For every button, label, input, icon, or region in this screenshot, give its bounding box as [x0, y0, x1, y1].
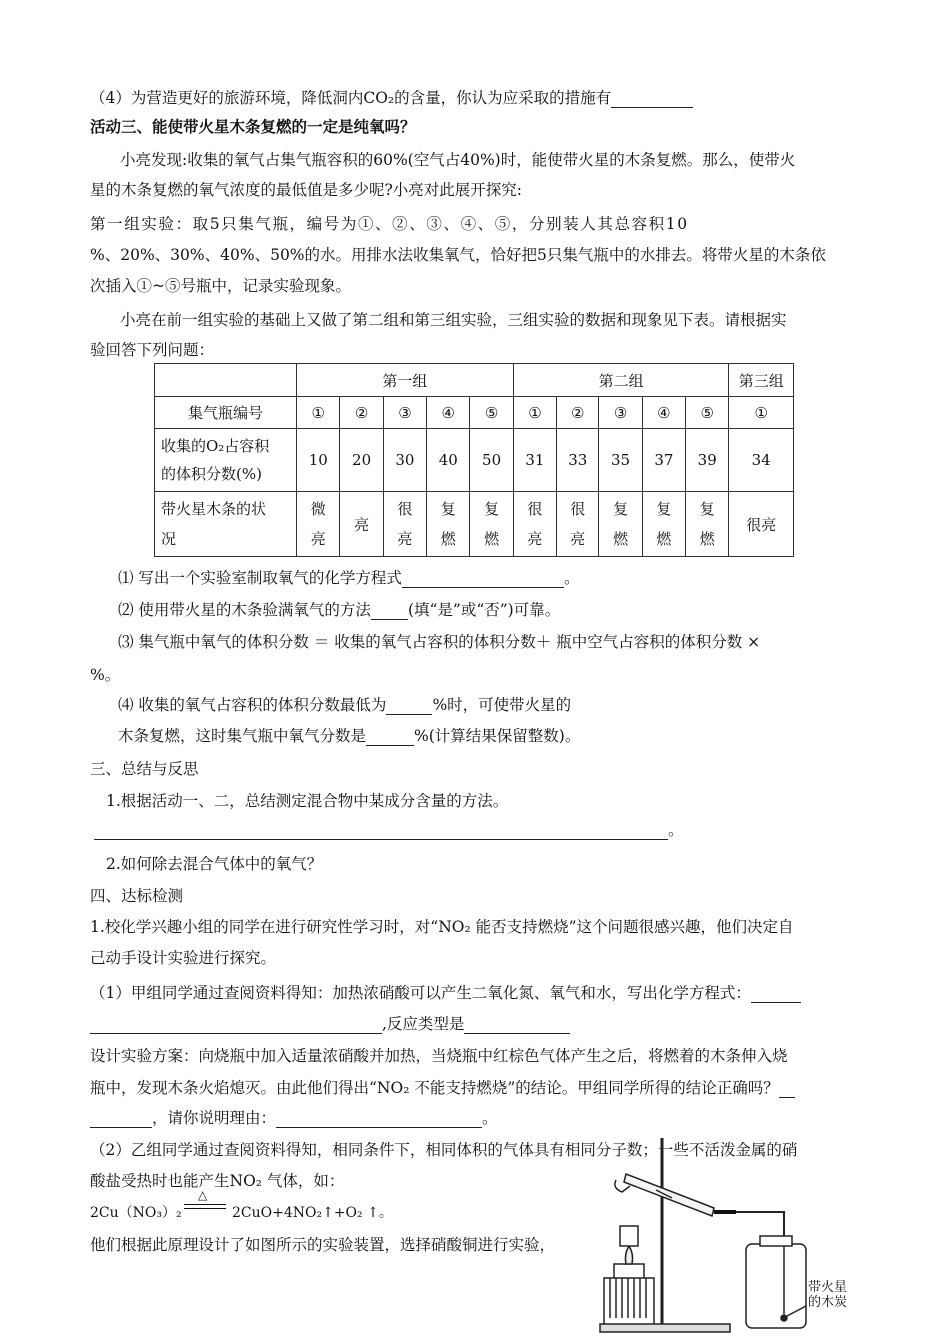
table-cell: ①: [513, 397, 556, 429]
table-cell: 30: [383, 429, 426, 492]
table-cell: 复 燃: [427, 492, 470, 557]
section3-item2: 2.如何除去混合气体中的氧气？: [106, 855, 323, 873]
table-cell: 35: [599, 429, 642, 492]
answer-blank[interactable]: [90, 1111, 152, 1128]
figure-label-line: 带火星: [808, 1280, 848, 1295]
section3-title: 三、总结与反思: [90, 760, 199, 778]
table-cell: 复 燃: [642, 492, 685, 557]
table-cell: ⑤: [686, 397, 729, 429]
equation-line: [184, 1208, 226, 1209]
table-cell: 50: [470, 429, 513, 492]
answer-blank[interactable]: [90, 1017, 382, 1034]
table-cell: 复 燃: [599, 492, 642, 557]
activity3-title: 活动三、能使带火星木条复燃的一定是纯氧吗？: [90, 118, 416, 136]
question-1: ⑴ 写出一个实验室制取氧气的化学方程式 。: [118, 569, 580, 587]
table-cell: 复 燃: [470, 492, 513, 557]
design-line3: ，请你说明理由： 。: [90, 1108, 498, 1128]
intro-p2-line2: %、20%、30%、40%、50%的水。用排水法收集氧气，恰好把5只集气瓶中的水排去。将带火星的木条依: [90, 246, 826, 264]
table-cell: ④: [642, 397, 685, 429]
equation-left: 2Cu（NO₃）₂: [90, 1205, 182, 1221]
section4-s2-line3: 他们根据此原理设计了如图所示的实验装置，选择硝酸铜进行实验，: [90, 1236, 556, 1254]
answer-blank[interactable]: [402, 571, 564, 588]
design-line1: 设计实验方案：向烧瓶中加入适量浓硝酸并加热，当烧瓶中红棕色气体产生之后，将燃着的木条伸入烧: [90, 1047, 788, 1065]
answer-blank[interactable]: [276, 1111, 482, 1128]
design-line2: 瓶中，发现木条火焰熄灭。由此他们得出“NO₂ 不能支持燃烧”的结论。甲组同学所得的结论正确吗？: [90, 1078, 795, 1098]
section4-p1-line1: 1.校化学兴趣小组的同学在进行研究性学习时，对“NO₂ 能否支持燃烧”这个问题很感兴趣，他们决定自: [90, 918, 794, 936]
question-4-line2: 木条复燃，这时集气瓶中氧气分数是 %(计算结果保留整数)。: [118, 727, 581, 745]
table-cell: 39: [686, 429, 729, 492]
group3-header: 第三组: [729, 364, 794, 397]
row-label: [155, 429, 297, 492]
question-3-line1: ⑶ 集气瓶中氧气的体积分数 ＝ 收集的氧气占容积的体积分数＋ 瓶中空气占容积的体积分数 ×: [118, 633, 761, 651]
section4-s1-line1: （1）甲组同学通过查阅资料得知：加热浓硝酸可以产生二氧化氮、氧气和水，写出化学方程式：: [90, 983, 801, 1003]
table-cell: 复 燃: [686, 492, 729, 557]
answer-blank[interactable]: [464, 1017, 570, 1034]
table-cell: 10: [297, 429, 340, 492]
intro-p2-line1: 第一组实验：取5只集气瓶，编号为①、②、③、④、⑤，分别装人其总容积10: [90, 215, 689, 233]
group2-header: 第二组: [513, 364, 729, 397]
answer-blank[interactable]: [94, 823, 668, 840]
answer-blank[interactable]: [371, 603, 408, 620]
table-cell: ②: [557, 397, 599, 429]
table-row: [155, 397, 794, 429]
section4-s2-line1: （2）乙组同学通过查阅资料得知，相同条件下，相同体积的气体具有相同分子数；一些不活泼金属的硝: [90, 1141, 798, 1159]
row-label-line: 带火星木条的状: [161, 500, 267, 518]
table-cell: 40: [427, 429, 470, 492]
table-cell: ③: [383, 397, 426, 429]
heat-triangle-icon: △: [198, 1188, 208, 1202]
table-cell: ①: [729, 397, 794, 429]
section4-s2-line2: 酸盐受热时也能产生NO₂ 气体，如：: [90, 1172, 345, 1190]
table-header-row: [155, 364, 794, 397]
q4-line: [90, 88, 693, 108]
question-2: ⑵ 使用带火星的木条验满氧气的方法 (填“是”或“否”)可靠。: [118, 601, 561, 619]
row-label-line: 况: [161, 530, 177, 548]
table-cell: 34: [729, 429, 794, 492]
section4-title: 四、达标检测: [90, 887, 184, 905]
table-row: [155, 492, 794, 557]
table-cell: 33: [557, 429, 599, 492]
answer-blank[interactable]: [779, 1081, 795, 1098]
q4-text: （4）为营造更好的旅游环境，降低洞内CO₂的含量，你认为应采取的措施有: [90, 89, 612, 107]
intro-p1-line1: 小亮发现:收集的氧气占集气瓶容积的60%(空气占40%)时，能使带火星的木条复燃。那么，使带火: [120, 151, 796, 169]
row-label-line: 收集的O₂占容积: [161, 437, 270, 455]
table-cell: 很 亮: [557, 492, 599, 557]
equation-line: [184, 1204, 226, 1205]
apparatus-figure: [596, 1128, 866, 1338]
answer-blank[interactable]: [751, 986, 801, 1003]
section3-item1: 1.根据活动一、二，总结测定混合物中某成分含量的方法。: [106, 792, 509, 810]
table-cell: 很 亮: [513, 492, 556, 557]
table-cell: ①: [297, 397, 340, 429]
table-cell: 亮: [340, 492, 383, 557]
answer-blank[interactable]: [386, 698, 432, 715]
table-cell: 31: [513, 429, 556, 492]
table-cell: 37: [642, 429, 685, 492]
intro-p2-line3: 次插入①~⑤号瓶中，记录实验现象。: [90, 277, 351, 295]
equation-right: 2CuO+4NO₂↑+O₂ ↑。: [232, 1205, 393, 1221]
table-corner-cell: [155, 364, 297, 397]
row-label: 集气瓶编号: [155, 397, 297, 429]
answer-blank[interactable]: [366, 729, 414, 746]
table-cell: 20: [340, 429, 383, 492]
section4-s1-line2: ,反应类型是: [90, 1014, 570, 1034]
figure-label-line: 的木炭: [808, 1295, 848, 1310]
row-label: [155, 492, 297, 557]
row-label-line: 的体积分数(%): [161, 465, 262, 483]
question-4-line1: ⑷ 收集的氧气占容积的体积分数最低为 %时，可使带火星的: [118, 696, 572, 714]
table-row: [155, 429, 794, 492]
table-cell: 很亮: [729, 492, 794, 557]
table-cell: ③: [599, 397, 642, 429]
experiment-table: [154, 363, 794, 557]
table-cell: ②: [340, 397, 383, 429]
question-3-line2: %。: [90, 666, 121, 684]
intro-p1-line2: 星的木条复燃的氧气浓度的最低值是多少呢?小亮对此展开探究:: [90, 181, 523, 199]
intro-p3-line1: 小亮在前一组实验的基础上又做了第二组和第三组实验，三组实验的数据和现象见下表。请根据实: [120, 311, 787, 329]
table-cell: 很 亮: [383, 492, 426, 557]
equation-condition: [184, 1188, 226, 1216]
table-cell: 微 亮: [297, 492, 340, 557]
group1-header: 第一组: [297, 364, 514, 397]
table-cell: ⑤: [470, 397, 513, 429]
answer-blank[interactable]: [611, 91, 693, 108]
section4-p1-line2: 己动手设计实验进行探究。: [90, 949, 277, 967]
section3-item1-answer: 。: [94, 820, 684, 840]
figure-label: [808, 1280, 847, 1310]
intro-p3-line2: 验回答下列问题：: [90, 341, 215, 359]
table-cell: ④: [427, 397, 470, 429]
